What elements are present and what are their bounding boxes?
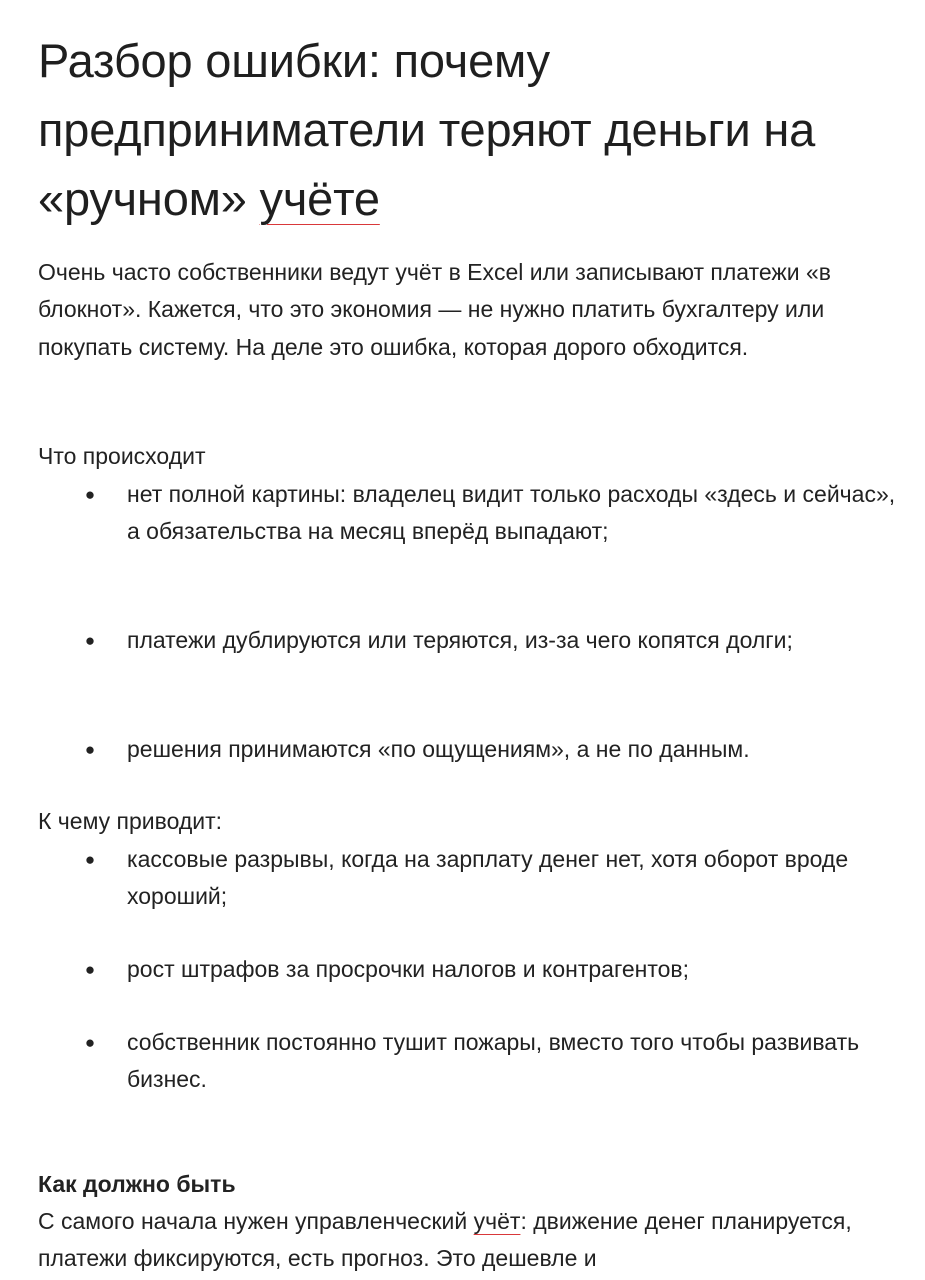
document-title bbox=[38, 26, 908, 233]
bullet-icon: ● bbox=[84, 631, 96, 650]
list-item-text: решения принимаются «по ощущениям», а не по данным. bbox=[127, 736, 750, 762]
list-item bbox=[84, 841, 897, 916]
list-item-text: кассовые разрывы, когда на зарплату денег нет, хотя оборот вроде хороший; bbox=[127, 846, 849, 910]
section-should-paragraph bbox=[38, 1203, 898, 1278]
should-text-after: : движение денег планируется, платежи фиксируются, есть прогноз. Это дешевле и bbox=[38, 1208, 852, 1272]
list-item bbox=[84, 622, 897, 659]
list-item-text: собственник постоянно тушит пожары, вместо того чтобы развивать бизнес. bbox=[127, 1029, 860, 1093]
title-flagged-word: учёте bbox=[259, 172, 380, 225]
section-result-heading: К чему приводит: bbox=[38, 808, 223, 834]
list-item bbox=[84, 951, 897, 988]
bullet-icon: ● bbox=[84, 1033, 96, 1052]
section-should-heading: Как должно быть bbox=[38, 1171, 236, 1197]
intro-paragraph: Очень часто собственники ведут учёт в Excel или записывают платежи «в блокнот». Кажется, что это экономия — не нужно платить бухгалтеру или покупать систему. На деле это ошибка, которая дорого обходится. bbox=[38, 259, 832, 360]
list-item bbox=[84, 731, 897, 768]
bullet-icon: ● bbox=[84, 740, 96, 759]
list-item bbox=[84, 1024, 897, 1099]
should-text-before: С самого начала нужен управленческий bbox=[38, 1208, 474, 1234]
list-item bbox=[84, 476, 897, 551]
list-item-text: нет полной картины: владелец видит только расходы «здесь и сейчас», а обязательства на месяц вперёд выпадают; bbox=[127, 481, 896, 545]
section-what-heading: Что происходит bbox=[38, 443, 206, 469]
title-text: Разбор ошибки: почему предприниматели теряют деньги на «ручном» bbox=[38, 34, 816, 225]
list-item-text: рост штрафов за просрочки налогов и контрагентов; bbox=[127, 956, 689, 982]
bullet-icon: ● bbox=[84, 850, 96, 869]
list-item-text: платежи дублируются или теряются, из-за чего копятся долги; bbox=[127, 627, 793, 653]
bullet-icon: ● bbox=[84, 960, 96, 979]
should-flagged-word: учёт bbox=[473, 1208, 521, 1234]
bullet-icon: ● bbox=[84, 485, 96, 504]
